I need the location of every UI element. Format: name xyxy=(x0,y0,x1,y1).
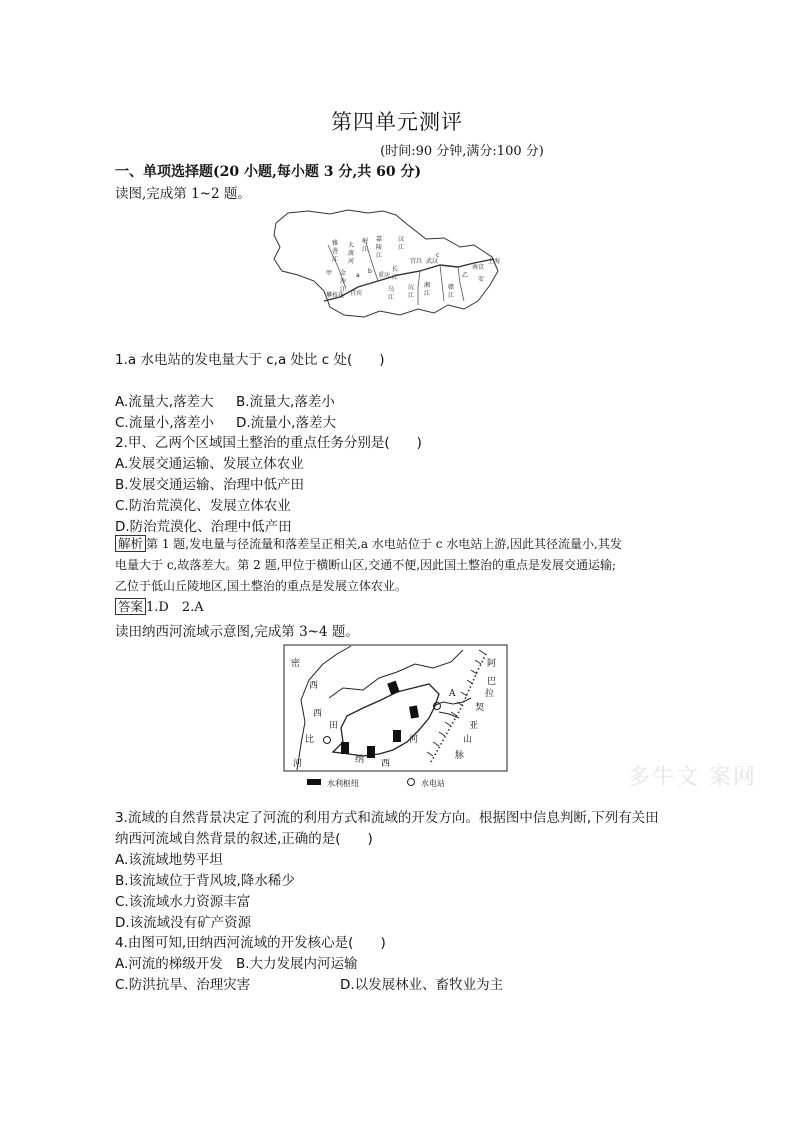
map1-label: 湘 xyxy=(424,282,431,289)
q3-option-b: B.该流域位于背风坡,降水稀少 xyxy=(115,873,295,889)
q2-option-d: D.防治荒漠化、治理中低产田 xyxy=(115,519,292,535)
q1-option-c: C.流量小,落差小 xyxy=(115,415,215,431)
analysis-line-3: 乙位于低山丘陵地区,国土整治的重点是发展立体农业。 xyxy=(115,579,407,593)
section-heading: 一、单项选择题(20 小题,每小题 3 分,共 60 分) xyxy=(115,164,422,180)
map2-label: 拉 xyxy=(485,689,495,699)
yangtze-basin-map xyxy=(268,205,508,325)
answer-block xyxy=(115,597,690,618)
map1-label: 宜昌 xyxy=(410,258,423,265)
dam-marker xyxy=(341,742,349,754)
question-intro-3-4: 读田纳西河流域示意图,完成第 3~4 题。 xyxy=(115,624,359,640)
q3-option-c: C.该流域水力资源丰富 xyxy=(115,894,251,910)
map1-label: 嘉 xyxy=(376,236,383,243)
map2-label: 巴 xyxy=(487,677,497,687)
map2-label: 河 xyxy=(409,735,419,745)
question-intro-1-2: 读图,完成第 1~2 题。 xyxy=(115,186,251,202)
answer-text: 1.D 2.A xyxy=(146,600,204,615)
question-3-stem-line-2: 纳西河流域自然背景的叙述,正确的是( ) xyxy=(115,831,373,847)
map2-label: 纳 xyxy=(355,755,365,765)
q3-option-a: A.该流域地势平坦 xyxy=(115,852,223,868)
q1-option-d: D.流量小,落差大 xyxy=(236,415,336,431)
q3-option-d: D.该流域没有矿产资源 xyxy=(115,915,252,931)
analysis-line-2: 电量大于 c,故落差大。第 2 题,甲位于横断山区,交通不便,因此国土整治的重点是发展交通运输; xyxy=(115,558,617,572)
map1-label: 长 xyxy=(392,266,399,273)
map1-label: 江 xyxy=(424,290,431,297)
map2-label: 阿 xyxy=(487,659,497,669)
map1-label: 江 xyxy=(388,294,395,301)
q4-option-d: D.以发展林业、畜牧业为主 xyxy=(340,977,504,993)
tributary-4 xyxy=(440,265,444,301)
legend-station-symbol xyxy=(408,779,415,786)
map1-label: 沙 xyxy=(340,278,347,285)
map1-label: c xyxy=(436,252,440,259)
question-4-stem: 4.由图可知,田纳西河流域的开发核心是( ) xyxy=(115,935,386,951)
q1-option-b: B.流量大,落差小 xyxy=(236,394,335,410)
question-3-stem-line-1: 3.流域的自然背景决定了河流的利用方式和流域的开发方向。根据图中信息判断,下列有关田 xyxy=(115,810,659,826)
map1-label: 渡 xyxy=(348,250,355,257)
q4-option-c: C.防洪抗旱、治理灾害 xyxy=(115,977,251,993)
q2-option-a: A.发展交通运输、发展立体农业 xyxy=(115,456,304,472)
map2-label: 西 xyxy=(381,759,391,769)
map1-label: 江 xyxy=(392,274,399,281)
map1-label: 陵 xyxy=(376,244,383,251)
map1-label: 岷 xyxy=(362,238,369,245)
map2-label: 契 xyxy=(475,703,485,713)
map2-label: 密 xyxy=(291,659,301,669)
map1-label: 沅 xyxy=(408,284,415,291)
map1-label: 大 xyxy=(348,242,355,249)
map1-label: 武汉 xyxy=(426,258,439,265)
map1-label: 甲 xyxy=(326,270,333,277)
map1-label: 赣 xyxy=(448,284,455,291)
map1-label: b xyxy=(368,268,372,275)
map1-label: 重庆 xyxy=(378,272,391,279)
map1-label: 安 xyxy=(478,276,485,283)
map2-label: 河 xyxy=(293,759,303,769)
map1-label: 江 xyxy=(340,286,347,293)
dam-marker xyxy=(367,746,375,758)
map2-label: 山 xyxy=(463,735,473,745)
question-2-stem: 2.甲、乙两个区域国土整治的重点任务分别是( ) xyxy=(115,435,422,451)
dam-marker xyxy=(393,730,401,742)
map1-label: 宜宾 xyxy=(350,290,363,297)
q2-option-c: C.防治荒漠化、发展立体农业 xyxy=(115,498,291,514)
map1-label: 河 xyxy=(348,258,355,265)
q2-option-b: B.发展交通运输、治理中低产田 xyxy=(115,477,305,493)
legend-dam-label: 水利枢纽 xyxy=(327,779,359,788)
map1-label: 乙 xyxy=(462,272,469,279)
map2-label: 田 xyxy=(329,721,339,731)
q1-option-a: A.流量大,落差大 xyxy=(115,394,214,410)
question-1-stem: 1.a 水电站的发电量大于 c,a 处比 c 处( ) xyxy=(115,352,385,368)
map1-label: 金 xyxy=(340,270,347,277)
map1-label: 江 xyxy=(408,292,415,299)
point-a-label: A xyxy=(449,689,456,699)
page-title: 第四单元测评 xyxy=(331,110,463,134)
answer-tag: 答案 xyxy=(115,598,146,615)
map1-label: 南京 xyxy=(472,264,485,271)
analysis-tag: 解析 xyxy=(115,535,146,552)
tributary-3 xyxy=(418,271,420,305)
tennessee-basin-map xyxy=(283,644,508,789)
map2-label: 脉 xyxy=(455,751,465,761)
exam-info: (时间:90 分钟,满分:100 分) xyxy=(380,144,544,159)
map2-label: 西 xyxy=(309,681,319,691)
q4-option-b: B.大力发展内河运输 xyxy=(236,956,358,972)
watermark: 多牛文 案网 xyxy=(628,765,757,790)
map1-label: 乌 xyxy=(388,286,395,293)
analysis-block xyxy=(115,534,690,597)
map1-label: 江 xyxy=(376,252,383,259)
map1-label: a xyxy=(356,272,360,279)
legend-station-label: 水电站 xyxy=(421,779,445,788)
map1-label: 攀枝花 xyxy=(326,292,345,299)
map1-label: 江 xyxy=(332,256,339,263)
map2-label: 比 xyxy=(305,735,315,745)
q4-option-a: A.河流的梯级开发 xyxy=(115,956,223,972)
map2-label: 西 xyxy=(313,709,323,719)
analysis-line-1: 第 1 题,发电量与径流量和落差呈正相关,a 水电站位于 c 水电站上游,因此其径流量小,其发 xyxy=(146,537,622,551)
map2-label: 亚 xyxy=(469,721,479,731)
basin-outline xyxy=(274,210,501,317)
map1-label: 雅 xyxy=(332,240,339,247)
map1-label: 江 xyxy=(362,246,369,253)
legend-dam-symbol xyxy=(307,779,321,785)
map1-label: 上海 xyxy=(488,258,501,265)
map1-label: 江 xyxy=(448,292,455,299)
map1-label: 汉 xyxy=(398,236,405,243)
map1-label: 江 xyxy=(398,244,405,251)
map1-label: 砻 xyxy=(332,248,339,255)
